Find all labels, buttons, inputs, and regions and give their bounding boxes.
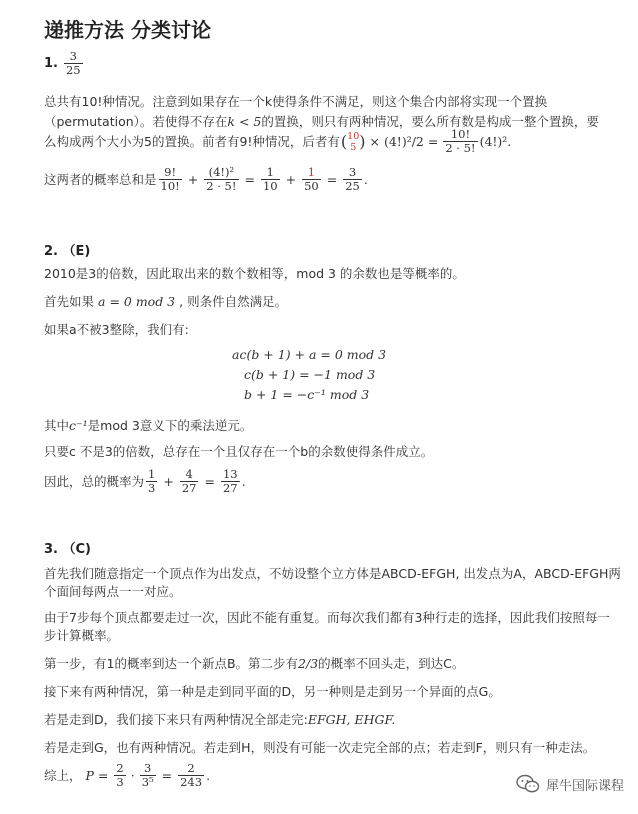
- p3-line4: 步计算概率。: [44, 628, 120, 643]
- p2-equation-2: c(b + 1) = −1 mod 3: [244, 367, 376, 382]
- p3-line2: 个面间每两点一一对应。: [44, 584, 182, 599]
- p1-fraction-1: $\frac{10!}{2 \cdot 5!}$: [445, 127, 476, 155]
- p3-line3: 由于7步每个顶点都要走过一次，因此不能有重复。而每次我们都有3种行走的选择，因此我们按照每一: [44, 610, 610, 625]
- p3-line1: 首先我们随意指定一个顶点作为出发点，不妨设整个立方体是ABCD-EFGH, 出发点为A，ABCD-EFGH两: [44, 566, 621, 581]
- p2-equation-1: ac(b + 1) + a = 0 mod 3: [232, 347, 387, 362]
- p3-line5: 第一步，有1的概率到达一个新点B。第二步有2/3的概率不回头走，到达C。: [44, 656, 465, 671]
- problem-3-heading: 3. （C): [44, 542, 91, 557]
- p1-line2: （permutation）。若使得不存在k < 5的置换，则只有两种情况，要么所有数是构成一整个置换，要: [44, 114, 599, 129]
- p2-line1: 2010是3的倍数，因此取出来的数个数相等，mod 3 的余数也是等概率的。: [44, 266, 465, 281]
- p1-line3: 么构成两个大小为5的置换。前者有9!种情况，后者有 ( 10 5 ) × (4!)²/2 = $\frac{10!}{2 \cdot 5!}$ (4!)².: [44, 127, 512, 155]
- p2-fraction-1: $\frac{1}{3}$: [148, 467, 156, 495]
- p2-equation-3: b + 1 = −c⁻¹ mod 3: [244, 387, 370, 402]
- p3-line6: 接下来有两种情况，第一种是走到同平面的D，另一种则是走到另一个异面的点G。: [44, 684, 501, 699]
- p2-line2: 首先如果 a = 0 mod 3 , 则条件自然满足。: [44, 294, 288, 309]
- p3-line9: 综上， P = $\frac{2}{3}$ · $\frac{3}{\text{3⁵}}$ = $\frac{2}{243}$ .: [44, 761, 211, 789]
- p2-line5: 只要c 不是3的倍数，总存在一个且仅存在一个b的余数使得条件成立。: [44, 444, 434, 459]
- p3-line8: 若是走到G，也有两种情况。若走到H，则没有可能一次走完全部的点；若走到F，则只有一种走法。: [44, 740, 596, 755]
- sum-fraction-5: $\frac{3}{25}$: [345, 165, 360, 193]
- p2-fraction-3: $\frac{13}{27}$: [222, 467, 238, 495]
- wechat-icon: [516, 774, 540, 794]
- p1-sum-line: 这两者的概率总和是 $\frac{9!}{10!}$ + $\frac{\text{(4!)²}}{2 \cdot 5!}$ = $\frac{1}{10}$ + $\frac{1}{50}$ = $\frac{3}{25}$ .: [44, 165, 368, 193]
- p2-line3: 如果a不被3整除，我们有:: [44, 322, 189, 337]
- watermark: [516, 774, 624, 794]
- p2-line6: 因此，总的概率为 $\frac{1}{3}$ + $\frac{4}{27}$ = $\frac{13}{27}$ .: [44, 467, 246, 495]
- problem-2-heading: 2. （E): [44, 244, 91, 259]
- p3-fraction-2: $\frac{3}{\text{3⁵}}$: [141, 761, 154, 789]
- problem-1-answer: $\frac{3}{25}$: [65, 49, 81, 77]
- p2-fraction-2: $\frac{4}{27}$: [181, 467, 197, 495]
- p3-fraction-1: $\frac{2}{3}$: [116, 761, 124, 789]
- watermark-text: 犀牛国际课程: [545, 778, 624, 794]
- sum-fraction-3: $\frac{1}{10}$: [262, 165, 278, 193]
- sum-fraction-2: $\frac{\text{(4!)²}}{2 \cdot 5!}$: [206, 165, 237, 193]
- p1-line1: 总共有10!种情况。注意到如果存在一个k使得条件不满足，则这个集合内部将实现一个置换: [44, 94, 548, 109]
- problem-1-heading: [44, 50, 85, 77]
- problem-1-number: 1.: [44, 56, 58, 71]
- page-title: 递推方法 分类讨论: [44, 18, 211, 42]
- p2-line4: 其中c⁻¹是mod 3意义下的乘法逆元。: [44, 418, 253, 433]
- sum-fraction-1: $\frac{9!}{10!}$: [160, 165, 180, 193]
- sum-fraction-4: $\frac{1}{50}$: [304, 165, 319, 193]
- p3-fraction-3: $\frac{2}{243}$: [180, 761, 203, 789]
- p3-line7: 若是走到D，我们接下来只有两种情况全部走完:EFGH, EHGF.: [44, 712, 396, 727]
- binomial: ( 10 5 ): [340, 130, 366, 153]
